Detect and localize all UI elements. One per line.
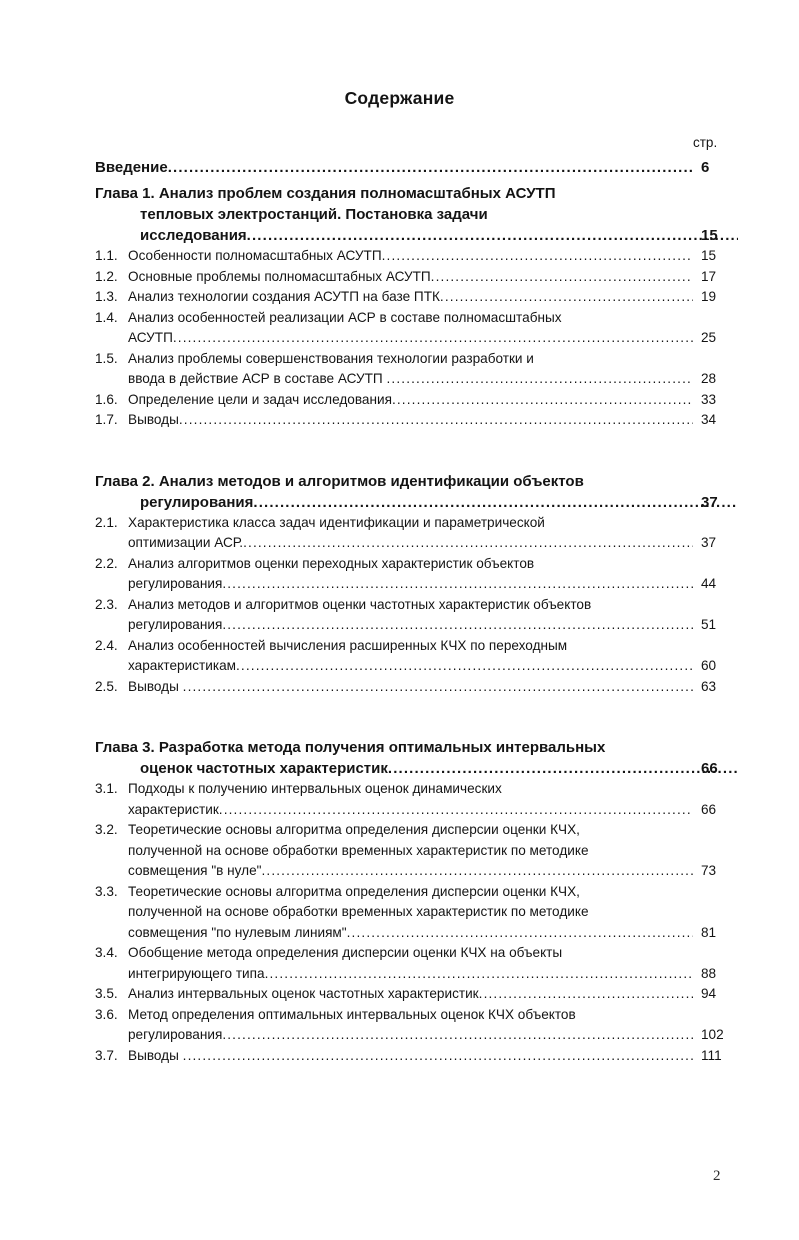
toc-line-text: оценок частотных характеристик	[140, 760, 388, 777]
toc-line	[95, 758, 738, 779]
chapter-spacer	[95, 431, 735, 471]
toc-section-title	[128, 287, 693, 308]
toc-page-number: 25	[701, 330, 717, 345]
toc-line-text: АСУТП	[128, 330, 173, 345]
toc-section-number: 1.6.	[95, 391, 118, 407]
toc-line	[128, 943, 693, 964]
dot-leader	[183, 677, 693, 698]
toc-line	[128, 246, 693, 267]
dot-leader	[440, 287, 693, 308]
dot-leader	[236, 656, 693, 677]
toc-section-entry[interactable]	[95, 677, 735, 698]
toc-section-number: 2.1.	[95, 514, 118, 530]
page-title: Содержание	[344, 88, 455, 108]
toc-line	[128, 964, 693, 985]
toc-line	[128, 984, 693, 1005]
toc-line	[128, 574, 693, 595]
toc-line-text: полученной на основе обработки временных характеристик по методике	[128, 842, 589, 858]
toc-line	[128, 800, 693, 821]
toc-line	[128, 390, 693, 411]
toc-line	[95, 471, 693, 492]
dot-leader	[253, 492, 738, 513]
toc-page-number: 15	[701, 248, 717, 263]
toc-line	[95, 159, 693, 176]
toc-page-number: 19	[701, 289, 717, 304]
toc-line	[128, 267, 693, 288]
toc-entry-body	[95, 737, 693, 779]
toc-line-text: Выводы	[128, 678, 183, 694]
toc-line	[128, 349, 693, 370]
toc-section-number: 1.3.	[95, 289, 118, 304]
toc-line	[95, 183, 693, 204]
toc-page-number: 60	[701, 658, 717, 673]
toc-line-text: Выводы	[128, 412, 179, 427]
toc-section-number: 1.1.	[95, 248, 118, 263]
toc-line-text: Анализ особенностей реализации АСР в составе полномасштабных	[128, 309, 562, 325]
toc-line-text: Введение	[95, 159, 168, 176]
toc-line	[95, 737, 693, 758]
toc-page-number: 44	[701, 576, 717, 591]
toc-page-number: 88	[701, 965, 717, 981]
toc-page-number: 28	[701, 371, 717, 386]
toc-line-text: Анализ интервальных оценок частотных характеристик	[128, 986, 479, 1001]
toc-line	[95, 225, 738, 246]
toc-line-text: Глава 2. Анализ методов и алгоритмов идентификации объектов	[95, 472, 584, 490]
dot-leader	[219, 800, 693, 821]
toc-line-text: характеристик	[128, 801, 219, 817]
toc-section-title	[128, 554, 693, 595]
toc-line	[128, 779, 693, 800]
toc-section-number: 2.3.	[95, 596, 118, 612]
toc-line-text: Метод определения оптимальных интервальных оценок КЧХ объектов	[128, 1006, 576, 1022]
toc-page-number: 81	[701, 924, 717, 940]
toc-section-entry[interactable]	[95, 390, 735, 411]
toc-section-entry[interactable]	[95, 1046, 735, 1067]
toc-line	[95, 204, 738, 225]
toc-line	[128, 656, 693, 677]
toc-line	[128, 861, 693, 882]
toc-line-text: Подходы к получению интервальных оценок динамических	[128, 781, 502, 796]
toc-section-title	[128, 513, 693, 554]
dot-leader	[392, 390, 693, 411]
toc-section-title	[128, 1046, 693, 1067]
toc-line	[128, 841, 693, 862]
toc-section-title	[128, 349, 693, 390]
toc-line	[128, 1005, 693, 1026]
toc-line	[128, 677, 693, 698]
toc-section-entry[interactable]	[95, 636, 735, 677]
toc-section-title	[128, 820, 693, 882]
toc-line-text: совмещения "в нуле"	[128, 863, 262, 878]
toc-section-title	[128, 943, 693, 984]
toc-line-text: регулирования	[128, 1027, 223, 1042]
toc-line-text: ввода в действие АСР в составе АСУТП	[128, 371, 387, 386]
toc-page-number: 63	[701, 678, 717, 694]
toc-entry-introduction[interactable]	[95, 159, 735, 176]
toc-line	[128, 369, 693, 390]
toc-page-number: 34	[701, 412, 717, 427]
toc-entry-body	[95, 183, 693, 246]
toc-line	[128, 1025, 693, 1046]
toc-line	[128, 1046, 693, 1067]
toc-entry-body	[95, 471, 693, 513]
toc-entry-body	[95, 159, 693, 176]
toc-section-entry[interactable]	[95, 779, 735, 820]
toc-page-number: 51	[701, 617, 717, 632]
toc-section-entry[interactable]	[95, 349, 735, 390]
dot-leader	[179, 410, 693, 431]
toc-page-number: 15	[701, 227, 718, 244]
dot-leader	[183, 1046, 693, 1067]
toc-line-text: Анализ проблемы совершенствования технологии разработки и	[128, 350, 534, 366]
dot-leader	[261, 861, 693, 882]
toc-section-title	[128, 779, 693, 820]
toc-section-entry[interactable]	[95, 595, 735, 636]
dot-leader	[173, 328, 693, 349]
toc-section-number: 2.2.	[95, 555, 118, 571]
dot-leader	[479, 984, 693, 1005]
toc-line	[95, 492, 738, 513]
toc-line-text: Глава 3. Разработка метода получения оптимальных интервальных	[95, 739, 606, 756]
toc-line	[128, 533, 693, 554]
dot-leader	[265, 964, 693, 985]
dot-leader	[388, 758, 738, 779]
toc-line-text: Глава 1. Анализ проблем создания полномасштабных АСУТП	[95, 185, 556, 202]
toc-section-entry[interactable]	[95, 882, 735, 944]
toc-page-number: 94	[701, 986, 717, 1001]
toc-page-number: 111	[701, 1047, 722, 1063]
toc-section-entry[interactable]	[95, 246, 735, 267]
toc-section-title	[128, 882, 693, 944]
toc-line-text: Анализ технологии создания АСУТП на базе ПТК	[128, 289, 440, 304]
toc-line-text: тепловых электростанций. Постановка задачи	[140, 206, 488, 223]
toc-chapter-heading[interactable]	[95, 183, 735, 246]
toc-line	[128, 328, 693, 349]
toc-section-number: 3.2.	[95, 822, 118, 837]
dot-leader	[222, 1025, 693, 1046]
toc-section-entry[interactable]	[95, 943, 735, 984]
toc-section-number: 1.7.	[95, 412, 118, 427]
dot-leader	[247, 225, 738, 246]
toc-section-entry[interactable]	[95, 410, 735, 431]
toc-section-number: 3.5.	[95, 986, 118, 1001]
toc-page-number: 37	[701, 493, 718, 511]
toc-line	[128, 554, 693, 575]
toc-section-number: 1.5.	[95, 350, 118, 366]
toc-section-entry[interactable]	[95, 308, 735, 349]
toc-section-number: 3.7.	[95, 1047, 118, 1063]
toc-section-entry[interactable]	[95, 267, 735, 288]
footer-page-number: 2	[713, 1168, 721, 1184]
toc-section-title	[128, 636, 693, 677]
toc-line-text: Обобщение метода определения дисперсии оценки КЧХ на объекты	[128, 945, 563, 960]
toc-line	[128, 615, 693, 636]
toc-line-text: Анализ особенностей вычисления расширенных КЧХ по переходным	[128, 637, 568, 653]
toc-section-number: 1.2.	[95, 268, 118, 284]
toc-line-text: оптимизации АСР.	[128, 535, 244, 550]
toc-section-title	[128, 267, 693, 288]
dot-leader	[222, 615, 693, 636]
toc-section-entry[interactable]	[95, 513, 735, 554]
toc-section-number: 3.6.	[95, 1006, 118, 1022]
toc-section-number: 3.4.	[95, 945, 118, 960]
toc-line	[128, 902, 693, 923]
toc-section-title	[128, 1005, 693, 1046]
toc-page-number: 6	[701, 159, 710, 176]
toc-page-number: 37	[701, 535, 717, 550]
toc-section-entry[interactable]	[95, 984, 735, 1005]
toc-line-text: исследования	[140, 227, 247, 244]
toc-line-text: Анализ методов и алгоритмов оценки частотных характеристик объектов	[128, 596, 592, 612]
toc-line-text: Основные проблемы полномасштабных АСУТП	[128, 268, 431, 284]
toc-section-number: 3.3.	[95, 883, 118, 899]
toc-page-number: 17	[701, 268, 717, 284]
toc-section-number: 2.5.	[95, 678, 118, 694]
chapter-spacer	[95, 697, 735, 737]
toc-page-number: 73	[701, 863, 717, 878]
table-of-contents	[95, 159, 735, 1066]
toc-line-text: интегрирующего типа	[128, 965, 265, 981]
toc-line-text: совмещения "по нулевым линиям"	[128, 924, 347, 940]
toc-line-text: Определение цели и задач исследования	[128, 391, 392, 407]
toc-line-text: Теоретические основы алгоритма определения дисперсии оценки КЧХ,	[128, 822, 580, 837]
dot-leader	[431, 267, 693, 288]
dot-leader	[386, 369, 693, 390]
toc-line	[128, 595, 693, 616]
toc-page-number: 102	[701, 1027, 724, 1042]
toc-line	[128, 513, 693, 534]
toc-section-title	[128, 308, 693, 349]
toc-page-number: 66	[701, 801, 717, 817]
toc-chapter-heading[interactable]	[95, 471, 735, 513]
page-column-header: стр.	[693, 135, 718, 150]
toc-line	[128, 287, 693, 308]
toc-page-number: 66	[701, 760, 718, 777]
toc-section-title	[128, 595, 693, 636]
toc-line-text: регулирования	[128, 576, 223, 591]
toc-page-number: 33	[701, 391, 717, 407]
toc-section-entry[interactable]	[95, 1005, 735, 1046]
toc-chapter-heading[interactable]	[95, 737, 735, 779]
toc-line-text: полученной на основе обработки временных характеристик по методике	[128, 904, 589, 919]
toc-line	[128, 410, 693, 431]
toc-section-number: 1.4.	[95, 309, 118, 325]
toc-section-title	[128, 390, 693, 411]
dot-leader	[243, 533, 693, 554]
toc-line	[128, 882, 693, 903]
toc-line-text: Выводы	[128, 1047, 183, 1063]
toc-section-entry[interactable]	[95, 287, 735, 308]
dot-leader	[382, 246, 693, 267]
toc-line-text: Особенности полномасштабных АСУТП	[128, 248, 382, 263]
dot-leader	[222, 574, 693, 595]
toc-line-text: характеристикам	[128, 658, 236, 673]
toc-line-text: регулирования	[140, 493, 254, 511]
toc-section-entry[interactable]	[95, 820, 735, 882]
toc-section-number: 3.1.	[95, 781, 118, 796]
toc-line-text: Анализ алгоритмов оценки переходных характеристик объектов	[128, 555, 535, 571]
toc-line	[128, 308, 693, 329]
dot-leader	[168, 159, 693, 176]
toc-section-title	[128, 677, 693, 698]
toc-line-text: Теоретические основы алгоритма определения дисперсии оценки КЧХ,	[128, 883, 580, 899]
toc-line	[128, 636, 693, 657]
toc-line-text: регулирования	[128, 617, 223, 632]
toc-line	[128, 820, 693, 841]
toc-line	[128, 923, 693, 944]
toc-section-title	[128, 410, 693, 431]
toc-section-entry[interactable]	[95, 554, 735, 595]
toc-line-text: Характеристика класса задач идентификации и параметрической	[128, 514, 545, 530]
toc-section-title	[128, 246, 693, 267]
toc-section-number: 2.4.	[95, 637, 118, 653]
toc-section-title	[128, 984, 693, 1005]
dot-leader	[347, 923, 693, 944]
